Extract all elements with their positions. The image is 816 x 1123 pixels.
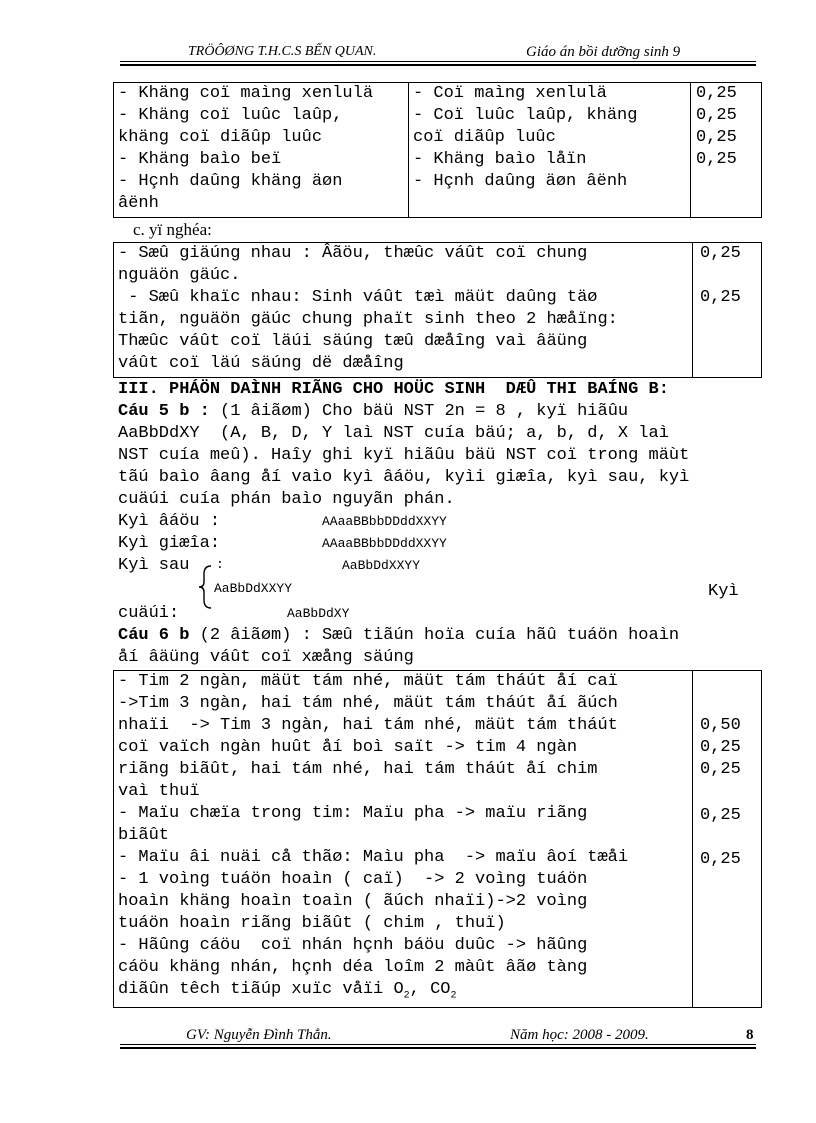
table1-cell: - Coï maìng xenlulä: [413, 84, 607, 103]
header-rule-thick: [120, 64, 756, 66]
table3-text: diãûn têch tiãúp xuïc våïi: [118, 980, 394, 999]
table1-divider: [690, 82, 691, 218]
footer-rule-thick: [120, 1047, 756, 1049]
table1-cell: âënh: [118, 194, 159, 213]
table3-line: ->Tim 3 ngàn, hai tám nhé, mäüt tám tháút åí ãúch: [118, 694, 618, 713]
table1-cell: - Khäng baìo beï: [118, 150, 282, 169]
table3-line: - Hãûng cáöu coï nhán hçnh báöu duûc -> hãûng: [118, 936, 588, 955]
table3-score: 0,50: [700, 716, 741, 735]
table1-cell: coï diãûp luûc: [413, 128, 556, 147]
table1-cell: - Hçnh daûng khäng äøn: [118, 172, 343, 191]
table3-line: - 1 voìng tuáön hoaìn ( caï) -> 2 voìng tuáön: [118, 870, 588, 889]
footer-rule: [120, 1044, 756, 1045]
cau5-text: (1 âiãøm) Cho bäü NST 2n = 8 , kyï hiãûu: [209, 402, 629, 421]
ky-sau-value: AaBbDdXXYY: [214, 581, 293, 596]
cau5-label: Cáu 5 b :: [118, 402, 210, 421]
o2-formula: $O_2$: [393, 980, 410, 1002]
ky-sau-value: AaBbDdXXYY: [342, 558, 421, 573]
table1-score: 0,25: [696, 84, 737, 103]
ky-cuoi-label: cuäúi:: [118, 604, 180, 623]
footer-teacher: GV: Nguyễn Đình Thẳn.: [186, 1027, 332, 1043]
table3-line: - Maïu âi nuäi cå thãø: Maìu pha -> maïu âoí tæåi: [118, 848, 629, 867]
ky-dau-value: AAaaBBbbDDddXXYY: [322, 514, 447, 529]
table2-line: - Sæû khaïc nhau: Sinh váût tæì mäüt daûng täø: [118, 288, 598, 307]
table3-line: diãûn têch tiãúp xuïc våïi $O_2$, $CO_2$: [118, 980, 457, 1002]
ky-giua-value: AAaaBBbbDDddXXYY: [322, 536, 447, 551]
table2-score: 0,25: [700, 288, 741, 307]
table1-divider: [408, 82, 409, 218]
ky-cuoi-label: Kyì: [708, 582, 739, 601]
table3-line: nhaïi -> Tim 3 ngàn, hai tám nhé, mäüt tám tháút: [118, 716, 618, 735]
table3-score: 0,25: [700, 850, 741, 869]
table3-line: hoaìn khäng hoaìn toaìn ( ãúch nhaïi)->2 voìng: [118, 892, 588, 911]
cau6-line: [118, 625, 679, 647]
table1-score: 0,25: [696, 150, 737, 169]
table2-line: váût coï läú säúng dë dæåîng: [118, 354, 404, 373]
page-number: 8: [746, 1027, 754, 1043]
table2-divider: [692, 242, 693, 378]
cau5-line: NST cuía meû). Haîy ghi kyï hiãûu bäü NST coï trong mäùt: [118, 446, 690, 465]
header-subject: Giáo án bồi dưỡng sinh 9: [526, 44, 681, 60]
table3-score: 0,25: [700, 738, 741, 757]
section-iii-heading: III. PHÁÖN DAÌNH RIÃNG CHO HOÜC SINH DÆÛ THI BAÍNG B:: [118, 380, 669, 399]
cau5-line: AaBbDdXY (A, B, D, Y laì NST cuía bäú; a, b, d, X laì: [118, 424, 669, 443]
cau6-line: åí âäüng váût coï xæång säúng: [118, 648, 414, 667]
table3-line: - Maïu chæïa trong tim: Maïu pha -> maïu riãng: [118, 804, 588, 823]
ky-sau-colon: :: [216, 557, 224, 572]
ky-sau-label: Kyì sau: [118, 556, 190, 575]
footer-year: Năm học: 2008 - 2009.: [510, 1027, 649, 1043]
table3-line: vaì thuï: [118, 782, 200, 801]
section-c-heading: c. yï nghéa:: [133, 220, 212, 239]
table3-line: biãût: [118, 826, 170, 845]
table1-cell: - Hçnh daûng äøn âënh: [413, 172, 628, 191]
table1-cell: khäng coï diãûp luûc: [118, 128, 323, 147]
cau6-label: Cáu 6 b: [118, 626, 190, 645]
table2-line: Thæûc váût coï läúi säúng tæû dæåîng vaì âäüng: [118, 332, 588, 351]
table1-cell: - Khäng baìo låïn: [413, 150, 587, 169]
table3-score: 0,25: [700, 760, 741, 779]
ky-dau-label: Kyì âáöu :: [118, 512, 221, 531]
table3-line: tuáön hoaìn riãng biãût ( chim , thuï): [118, 914, 506, 933]
cau5-line: cuäúi cuía phán baìo nguyãn phán.: [118, 490, 455, 509]
table3-line: - Tim 2 ngàn, mäüt tám nhé, mäüt tám tháút åí caï: [118, 672, 618, 691]
table1-cell: - Khäng coï maìng xenlulä: [118, 84, 374, 103]
table3-score: 0,25: [700, 806, 741, 825]
cau5-line: tãú baìo âang åí vaìo kyì âáöu, kyìi giæîa, kyì sau, kyì: [118, 468, 690, 487]
co2-formula: $CO_2$: [430, 980, 457, 1002]
table3-line: coï vaïch ngàn huût åí boì saït -> tim 4 ngàn: [118, 738, 578, 757]
header-school: TRÖÔØNG T.H.C.S BẾN QUAN.: [188, 44, 377, 59]
cau6-text: (2 âiãøm) : Sæû tiãún hoïa cuía hãû tuáön hoaìn: [189, 626, 680, 645]
table3-line: riãng biãût, hai tám nhé, hai tám tháút åí chim: [118, 760, 598, 779]
ky-giua-label: Kyì giæîa:: [118, 534, 221, 553]
table3-divider: [692, 670, 693, 1008]
table1-score: 0,25: [696, 106, 737, 125]
table1-cell: - Khäng coï luûc laûp,: [118, 106, 343, 125]
cau5-line: [118, 401, 628, 423]
table3-line: cáöu khäng nhán, hçnh déa loîm 2 màût âãø tàng: [118, 958, 588, 977]
brace-icon: [197, 564, 215, 610]
header-rule: [120, 61, 756, 62]
table2-line: - Sæû giäúng nhau : Âãöu, thæûc váût coï chung: [118, 244, 588, 263]
table2-line: nguäön gäúc.: [118, 266, 241, 285]
table2-score: 0,25: [700, 244, 741, 263]
table1-score: 0,25: [696, 128, 737, 147]
table1-cell: - Coï luûc laûp, khäng: [413, 106, 638, 125]
ky-cuoi-value: AaBbDdXY: [287, 606, 350, 621]
table2-line: tiãn, nguäön gäúc chung phaït sinh theo 2 hæåïng:: [118, 310, 618, 329]
